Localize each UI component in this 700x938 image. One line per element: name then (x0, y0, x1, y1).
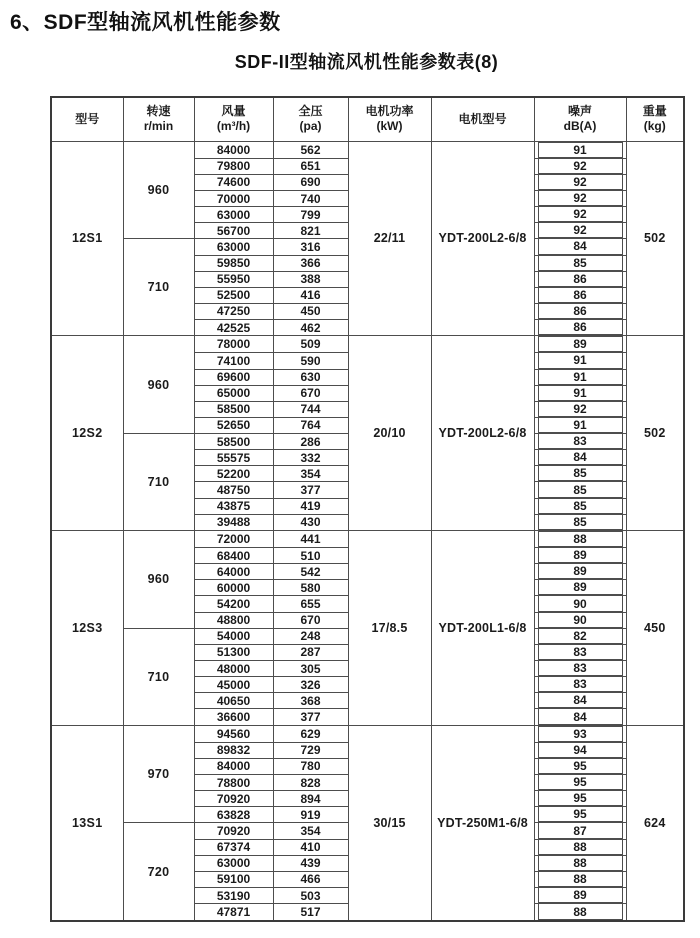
flow-cell: 64000 (194, 564, 273, 580)
pressure-cell: 368 (273, 693, 348, 709)
noise-cell (534, 661, 626, 677)
flow-cell: 53190 (194, 888, 273, 904)
flow-cell: 79800 (194, 158, 273, 174)
noise-cell (534, 466, 626, 482)
flow-cell: 60000 (194, 580, 273, 596)
model-cell: 12S2 (51, 336, 123, 531)
speed-cell: 710 (123, 434, 194, 531)
noise-value-box: 82 (538, 629, 623, 644)
pressure-cell: 764 (273, 417, 348, 433)
pressure-cell: 562 (273, 141, 348, 158)
flow-cell: 69600 (194, 369, 273, 385)
noise-cell (534, 628, 626, 644)
noise-cell (534, 271, 626, 287)
pressure-cell: 509 (273, 336, 348, 353)
flow-cell: 58500 (194, 434, 273, 450)
motor-model-cell: YDT-200L1-6/8 (431, 530, 534, 725)
noise-value-box: 86 (538, 304, 623, 319)
table-row (51, 725, 684, 742)
noise-cell (534, 385, 626, 401)
noise-cell (534, 709, 626, 725)
noise-value-box: 88 (538, 856, 623, 871)
flow-cell: 45000 (194, 677, 273, 693)
flow-cell: 42525 (194, 320, 273, 336)
pressure-cell: 630 (273, 369, 348, 385)
flow-cell: 70920 (194, 823, 273, 839)
weight-cell: 502 (626, 141, 684, 336)
flow-cell: 78800 (194, 775, 273, 791)
noise-cell (534, 498, 626, 514)
pressure-cell: 332 (273, 450, 348, 466)
col-header-flow-line2: (m³/h) (216, 119, 251, 134)
flow-cell: 52650 (194, 417, 273, 433)
table-row (51, 141, 684, 158)
col-header-weight-line2: (kg) (643, 119, 666, 134)
noise-cell (534, 580, 626, 596)
flow-cell: 47250 (194, 303, 273, 319)
noise-value-box: 85 (538, 482, 623, 497)
col-header-power-line1: 电机功率 (365, 104, 414, 119)
noise-cell (534, 320, 626, 336)
noise-value-box: 85 (538, 256, 623, 271)
pressure-cell: 354 (273, 466, 348, 482)
pressure-cell: 894 (273, 791, 348, 807)
noise-cell (534, 807, 626, 823)
weight-cell: 502 (626, 336, 684, 531)
noise-value-box: 89 (538, 548, 623, 563)
noise-cell (534, 693, 626, 709)
noise-cell (534, 239, 626, 255)
pressure-cell: 655 (273, 596, 348, 612)
flow-cell: 55575 (194, 450, 273, 466)
col-header-noise-line1: 噪声 (567, 104, 592, 119)
noise-value-box: 91 (538, 353, 623, 368)
col-header-weight (626, 97, 684, 141)
noise-value-box: 93 (538, 726, 623, 742)
col-header-pressure (273, 97, 348, 141)
col-header-motor (431, 97, 534, 141)
noise-value-box: 95 (538, 807, 623, 822)
noise-value-box: 83 (538, 677, 623, 692)
col-header-flow-line1: 风量 (221, 104, 246, 119)
noise-cell (534, 287, 626, 303)
pressure-cell: 821 (273, 223, 348, 239)
flow-cell: 59100 (194, 871, 273, 887)
header-row (51, 97, 684, 141)
noise-value-box: 88 (538, 840, 623, 855)
flow-cell: 55950 (194, 271, 273, 287)
pressure-cell: 316 (273, 239, 348, 255)
pressure-cell: 542 (273, 564, 348, 580)
flow-cell: 63000 (194, 207, 273, 223)
col-header-speed-line2: r/min (143, 119, 174, 134)
flow-cell: 94560 (194, 725, 273, 742)
noise-value-box: 88 (538, 904, 623, 920)
noise-value-box: 84 (538, 693, 623, 708)
pressure-cell: 462 (273, 320, 348, 336)
noise-value-box: 83 (538, 645, 623, 660)
flow-cell: 72000 (194, 530, 273, 547)
col-header-power (348, 97, 431, 141)
motor-model-cell: YDT-200L2-6/8 (431, 141, 534, 336)
flow-cell: 43875 (194, 498, 273, 514)
weight-cell: 450 (626, 530, 684, 725)
pressure-cell: 441 (273, 530, 348, 547)
speed-cell: 710 (123, 239, 194, 336)
col-header-power-line2: (kW) (376, 119, 403, 134)
pressure-cell: 590 (273, 353, 348, 369)
noise-cell (534, 775, 626, 791)
col-header-model-line1: 型号 (75, 111, 100, 126)
noise-cell (534, 596, 626, 612)
flow-cell: 52200 (194, 466, 273, 482)
pressure-cell: 690 (273, 174, 348, 190)
noise-value-box: 86 (538, 320, 623, 335)
flow-cell: 52500 (194, 287, 273, 303)
pressure-cell: 248 (273, 628, 348, 644)
col-header-pressure-line2: (pa) (299, 119, 322, 134)
noise-value-box: 91 (538, 142, 623, 158)
power-cell: 20/10 (348, 336, 431, 531)
pressure-cell: 287 (273, 644, 348, 660)
speed-cell: 960 (123, 530, 194, 628)
pressure-cell: 670 (273, 612, 348, 628)
col-header-motor-line1: 电机型号 (458, 111, 507, 126)
noise-value-box: 92 (538, 191, 623, 206)
noise-cell (534, 644, 626, 660)
flow-cell: 56700 (194, 223, 273, 239)
pressure-cell: 744 (273, 401, 348, 417)
noise-value-box: 87 (538, 823, 623, 838)
table-header (51, 97, 684, 141)
noise-cell (534, 190, 626, 206)
noise-cell (534, 548, 626, 564)
motor-model-cell: YDT-250M1-6/8 (431, 725, 534, 921)
speed-cell: 960 (123, 336, 194, 434)
noise-value-box: 85 (538, 466, 623, 481)
motor-model-cell: YDT-200L2-6/8 (431, 336, 534, 531)
pressure-cell: 410 (273, 839, 348, 855)
flow-cell: 67374 (194, 839, 273, 855)
noise-value-box: 95 (538, 791, 623, 806)
noise-cell (534, 791, 626, 807)
pressure-cell: 503 (273, 888, 348, 904)
speed-cell: 960 (123, 141, 194, 239)
flow-cell: 48750 (194, 482, 273, 498)
noise-cell (534, 353, 626, 369)
pressure-cell: 377 (273, 709, 348, 725)
power-cell: 30/15 (348, 725, 431, 921)
flow-cell: 70000 (194, 190, 273, 206)
performance-table (50, 96, 685, 922)
noise-cell (534, 871, 626, 887)
table-body (51, 141, 684, 921)
flow-cell: 48800 (194, 612, 273, 628)
noise-cell (534, 255, 626, 271)
flow-cell: 54000 (194, 628, 273, 644)
noise-cell (534, 369, 626, 385)
flow-cell: 74100 (194, 353, 273, 369)
noise-cell (534, 141, 626, 158)
noise-value-box: 85 (538, 515, 623, 530)
col-header-weight-line1: 重量 (642, 104, 667, 119)
flow-cell: 63828 (194, 807, 273, 823)
col-header-speed-line1: 转速 (146, 104, 171, 119)
noise-value-box: 88 (538, 872, 623, 887)
page-heading: 6、SDF型轴流风机性能参数 (10, 11, 281, 34)
noise-value-box: 92 (538, 159, 623, 174)
pressure-cell: 286 (273, 434, 348, 450)
noise-value-box: 84 (538, 239, 623, 254)
pressure-cell: 517 (273, 904, 348, 921)
noise-value-box: 88 (538, 531, 623, 547)
col-header-model (51, 97, 123, 141)
pressure-cell: 377 (273, 482, 348, 498)
table-title: SDF-II型轴流风机性能参数表(8) (234, 52, 499, 72)
noise-cell (534, 336, 626, 353)
noise-value-box: 89 (538, 888, 623, 903)
noise-value-box: 83 (538, 434, 623, 449)
noise-value-box: 95 (538, 775, 623, 790)
col-header-noise (534, 97, 626, 141)
pressure-cell: 670 (273, 385, 348, 401)
pressure-cell: 366 (273, 255, 348, 271)
pressure-cell: 729 (273, 742, 348, 758)
noise-cell (534, 564, 626, 580)
speed-cell: 710 (123, 628, 194, 725)
noise-cell (534, 303, 626, 319)
pressure-cell: 828 (273, 775, 348, 791)
power-cell: 22/11 (348, 141, 431, 336)
pressure-cell: 326 (273, 677, 348, 693)
noise-value-box: 86 (538, 288, 623, 303)
col-header-speed (123, 97, 194, 141)
noise-value-box: 83 (538, 661, 623, 676)
noise-value-box: 92 (538, 207, 623, 222)
noise-value-box: 95 (538, 759, 623, 774)
noise-cell (534, 514, 626, 530)
pressure-cell: 651 (273, 158, 348, 174)
noise-value-box: 94 (538, 743, 623, 758)
noise-value-box: 86 (538, 272, 623, 287)
pressure-cell: 416 (273, 287, 348, 303)
model-cell: 13S1 (51, 725, 123, 921)
pressure-cell: 580 (273, 580, 348, 596)
noise-cell (534, 174, 626, 190)
flow-cell: 54200 (194, 596, 273, 612)
noise-value-box: 92 (538, 175, 623, 190)
flow-cell: 84000 (194, 758, 273, 774)
noise-cell (534, 401, 626, 417)
noise-cell (534, 530, 626, 547)
noise-cell (534, 742, 626, 758)
noise-cell (534, 839, 626, 855)
noise-cell (534, 823, 626, 839)
pressure-cell: 354 (273, 823, 348, 839)
flow-cell: 84000 (194, 141, 273, 158)
flow-cell: 78000 (194, 336, 273, 353)
noise-cell (534, 855, 626, 871)
weight-cell: 624 (626, 725, 684, 921)
flow-cell: 51300 (194, 644, 273, 660)
pressure-cell: 919 (273, 807, 348, 823)
noise-value-box: 85 (538, 499, 623, 514)
noise-cell (534, 434, 626, 450)
noise-value-box: 91 (538, 370, 623, 385)
table-wrap (50, 96, 685, 922)
noise-value-box: 91 (538, 418, 623, 433)
power-cell: 17/8.5 (348, 530, 431, 725)
noise-cell (534, 223, 626, 239)
pressure-cell: 450 (273, 303, 348, 319)
flow-cell: 89832 (194, 742, 273, 758)
pressure-cell: 388 (273, 271, 348, 287)
pressure-cell: 439 (273, 855, 348, 871)
flow-cell: 68400 (194, 548, 273, 564)
flow-cell: 39488 (194, 514, 273, 530)
pressure-cell: 430 (273, 514, 348, 530)
col-header-flow (194, 97, 273, 141)
flow-cell: 36600 (194, 709, 273, 725)
speed-cell: 970 (123, 725, 194, 823)
noise-cell (534, 450, 626, 466)
model-cell: 12S1 (51, 141, 123, 336)
pressure-cell: 780 (273, 758, 348, 774)
pressure-cell: 629 (273, 725, 348, 742)
noise-cell (534, 725, 626, 742)
noise-cell (534, 904, 626, 921)
noise-cell (534, 758, 626, 774)
flow-cell: 48000 (194, 661, 273, 677)
flow-cell: 59850 (194, 255, 273, 271)
noise-cell (534, 417, 626, 433)
noise-cell (534, 207, 626, 223)
noise-value-box: 89 (538, 564, 623, 579)
noise-cell (534, 677, 626, 693)
flow-cell: 63000 (194, 855, 273, 871)
pressure-cell: 466 (273, 871, 348, 887)
noise-value-box: 90 (538, 613, 623, 628)
pressure-cell: 799 (273, 207, 348, 223)
table-row (51, 530, 684, 547)
noise-cell (534, 612, 626, 628)
flow-cell: 40650 (194, 693, 273, 709)
noise-value-box: 91 (538, 386, 623, 401)
flow-cell: 65000 (194, 385, 273, 401)
col-header-noise-line2: dB(A) (563, 119, 597, 134)
noise-value-box: 92 (538, 402, 623, 417)
flow-cell: 70920 (194, 791, 273, 807)
noise-value-box: 84 (538, 709, 623, 724)
flow-cell: 74600 (194, 174, 273, 190)
flow-cell: 47871 (194, 904, 273, 921)
table-row (51, 336, 684, 353)
noise-value-box: 92 (538, 223, 623, 238)
pressure-cell: 510 (273, 548, 348, 564)
pressure-cell: 740 (273, 190, 348, 206)
model-cell: 12S3 (51, 530, 123, 725)
noise-cell (534, 482, 626, 498)
pressure-cell: 419 (273, 498, 348, 514)
flow-cell: 58500 (194, 401, 273, 417)
noise-cell (534, 158, 626, 174)
noise-value-box: 90 (538, 596, 623, 611)
noise-value-box: 89 (538, 580, 623, 595)
col-header-pressure-line1: 全压 (298, 104, 323, 119)
noise-value-box: 89 (538, 336, 623, 352)
speed-cell: 720 (123, 823, 194, 921)
noise-cell (534, 888, 626, 904)
pressure-cell: 305 (273, 661, 348, 677)
flow-cell: 63000 (194, 239, 273, 255)
noise-value-box: 84 (538, 450, 623, 465)
